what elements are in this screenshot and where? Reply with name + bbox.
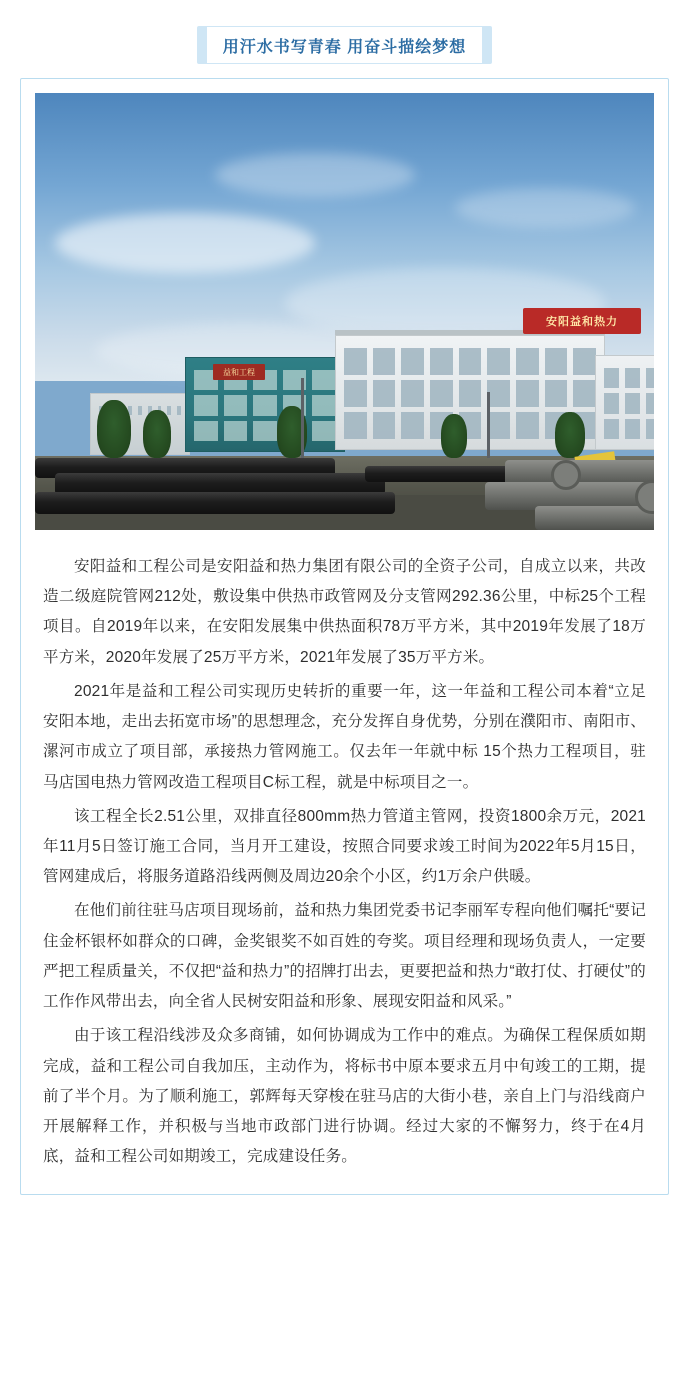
banner-left-cap bbox=[197, 26, 207, 64]
pipe-end-icon bbox=[551, 460, 581, 490]
header-banner bbox=[197, 26, 492, 64]
teal-building bbox=[185, 357, 345, 452]
header-banner-wrap bbox=[0, 18, 689, 78]
tree-icon bbox=[555, 412, 585, 458]
article-paragraph: 由于该工程沿线涉及众多商铺，如何协调成为工作中的难点。为确保工程保质如期完成，益和工程公司自我加压，主动作为，将标书中原本要求五月中旬竣工的工期，提前了半个月。为了顺利施工，郭辉每天穿梭在驻马店的大街小巷，亲自上门与沿线商户开展解释工作，并积极与当地市政部门进行协调。经过大家的不懈努力，终于在4月底，益和工程公司如期竣工，完成建设任务。 bbox=[43, 1027, 646, 1166]
tree-icon bbox=[143, 410, 171, 458]
right-building bbox=[595, 355, 654, 450]
window-grid bbox=[596, 368, 654, 439]
article-paragraph: 在他们前往驻马店项目现场前，益和热力集团党委书记李丽军专程向他们嘱托“要记住金杯银杯如群众的口碑，金奖银奖不如百姓的夸奖。项目经理和现场负责人，一定要严把工程质量关，不仅把“益和热力”的招牌打出去，更要把益和热力“敢打仗、打硬仗”的工作作风带出去，向全省人民树安阳益和形象、展现安阳益和风采。” bbox=[43, 902, 646, 1011]
cloud-icon bbox=[55, 213, 315, 273]
grey-pipe bbox=[535, 506, 654, 530]
article-body bbox=[35, 530, 654, 1172]
window-grid bbox=[186, 370, 344, 441]
content-card bbox=[20, 78, 669, 1195]
page-title: 用汗水书写青春 用奋斗描绘梦想 bbox=[207, 26, 482, 64]
company-photo bbox=[35, 93, 654, 530]
gate-sign: 益和工程 bbox=[213, 364, 265, 380]
cloud-icon bbox=[455, 188, 635, 228]
black-pipe bbox=[35, 492, 395, 514]
article-paragraph: 该工程全长2.51公里，双排直径800mm热力管道主管网，投资1800余万元，2021年11月5日签订施工合同，当月开工建设，按照合同要求竣工时间为2022年5月15日，管网建成后，将服务道路沿线两侧及周边20余个小区，约1万余户供暖。 bbox=[43, 807, 646, 886]
tree-icon bbox=[441, 414, 467, 458]
article-paragraph: 安阳益和工程公司是安阳益和热力集团有限公司的全资子公司，自成立以来，共改造二级庭院管网212处，敷设集中供热市政管网及分支管网292.36公里，中标25个工程项目。自2019年以来，在安阳发展集中供热面积78万平方米，其中2019年发展了18万平方米，2020年发展了25万平方米，2021年发展了35万平方米。 bbox=[43, 558, 646, 666]
rooftop-sign: 安阳益和热力 bbox=[523, 308, 641, 334]
lamp-post bbox=[487, 392, 490, 458]
banner-right-cap bbox=[482, 26, 492, 64]
cloud-icon bbox=[215, 153, 415, 197]
article-paragraph: 2021年是益和工程公司实现历史转折的重要一年，这一年益和工程公司本着“立足安阳本地，走出去拓宽市场”的思想理念，充分发挥自身优势，分别在濮阳市、南阳市、漯河市成立了项目部，承接热力管网施工。仅去年一年就中标 15个热力工程项目，驻马店国电热力管网改造工程项目C标工程，就是中标项目之一。 bbox=[43, 682, 646, 791]
tree-icon bbox=[97, 400, 131, 458]
lamp-post bbox=[301, 378, 304, 458]
